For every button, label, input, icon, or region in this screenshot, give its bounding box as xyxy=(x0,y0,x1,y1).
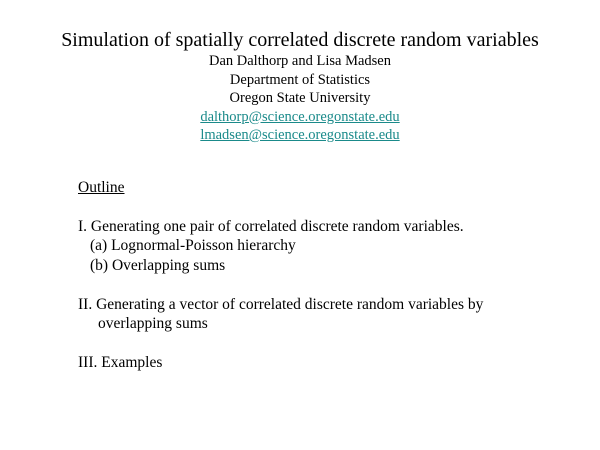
outline-item-2-continued: overlapping sums xyxy=(98,315,208,332)
outline-item-1a: (a) Lognormal-Poisson hierarchy xyxy=(90,237,296,254)
authors: Dan Dalthorp and Lisa Madsen xyxy=(208,53,391,69)
slide-title: Simulation of spatially correlated discrete random variables xyxy=(61,29,539,51)
outline-item-1b: (b) Overlapping sums xyxy=(90,256,226,274)
outline-section xyxy=(78,178,578,373)
email-line-2 xyxy=(0,126,600,145)
outline-item-1: I. Generating one pair of correlated discrete random variables. xyxy=(78,217,464,235)
email-link-dalthorp[interactable]: dalthorp@science.oregonstate.edu xyxy=(200,108,400,125)
email-line-1 xyxy=(0,108,600,127)
outline-item-2: II. Generating a vector of correlated discrete random variables by xyxy=(78,295,484,313)
department: Department of Statistics xyxy=(229,71,371,88)
email-link-lmadsen[interactable]: lmadsen@science.oregonstate.edu xyxy=(200,127,400,143)
spacer xyxy=(78,334,578,354)
spacer xyxy=(78,275,578,295)
title-block xyxy=(0,28,600,145)
outline-item-3: III. Examples xyxy=(78,354,163,371)
university: Oregon State University xyxy=(229,90,371,106)
outline-heading: Outline xyxy=(78,179,125,196)
